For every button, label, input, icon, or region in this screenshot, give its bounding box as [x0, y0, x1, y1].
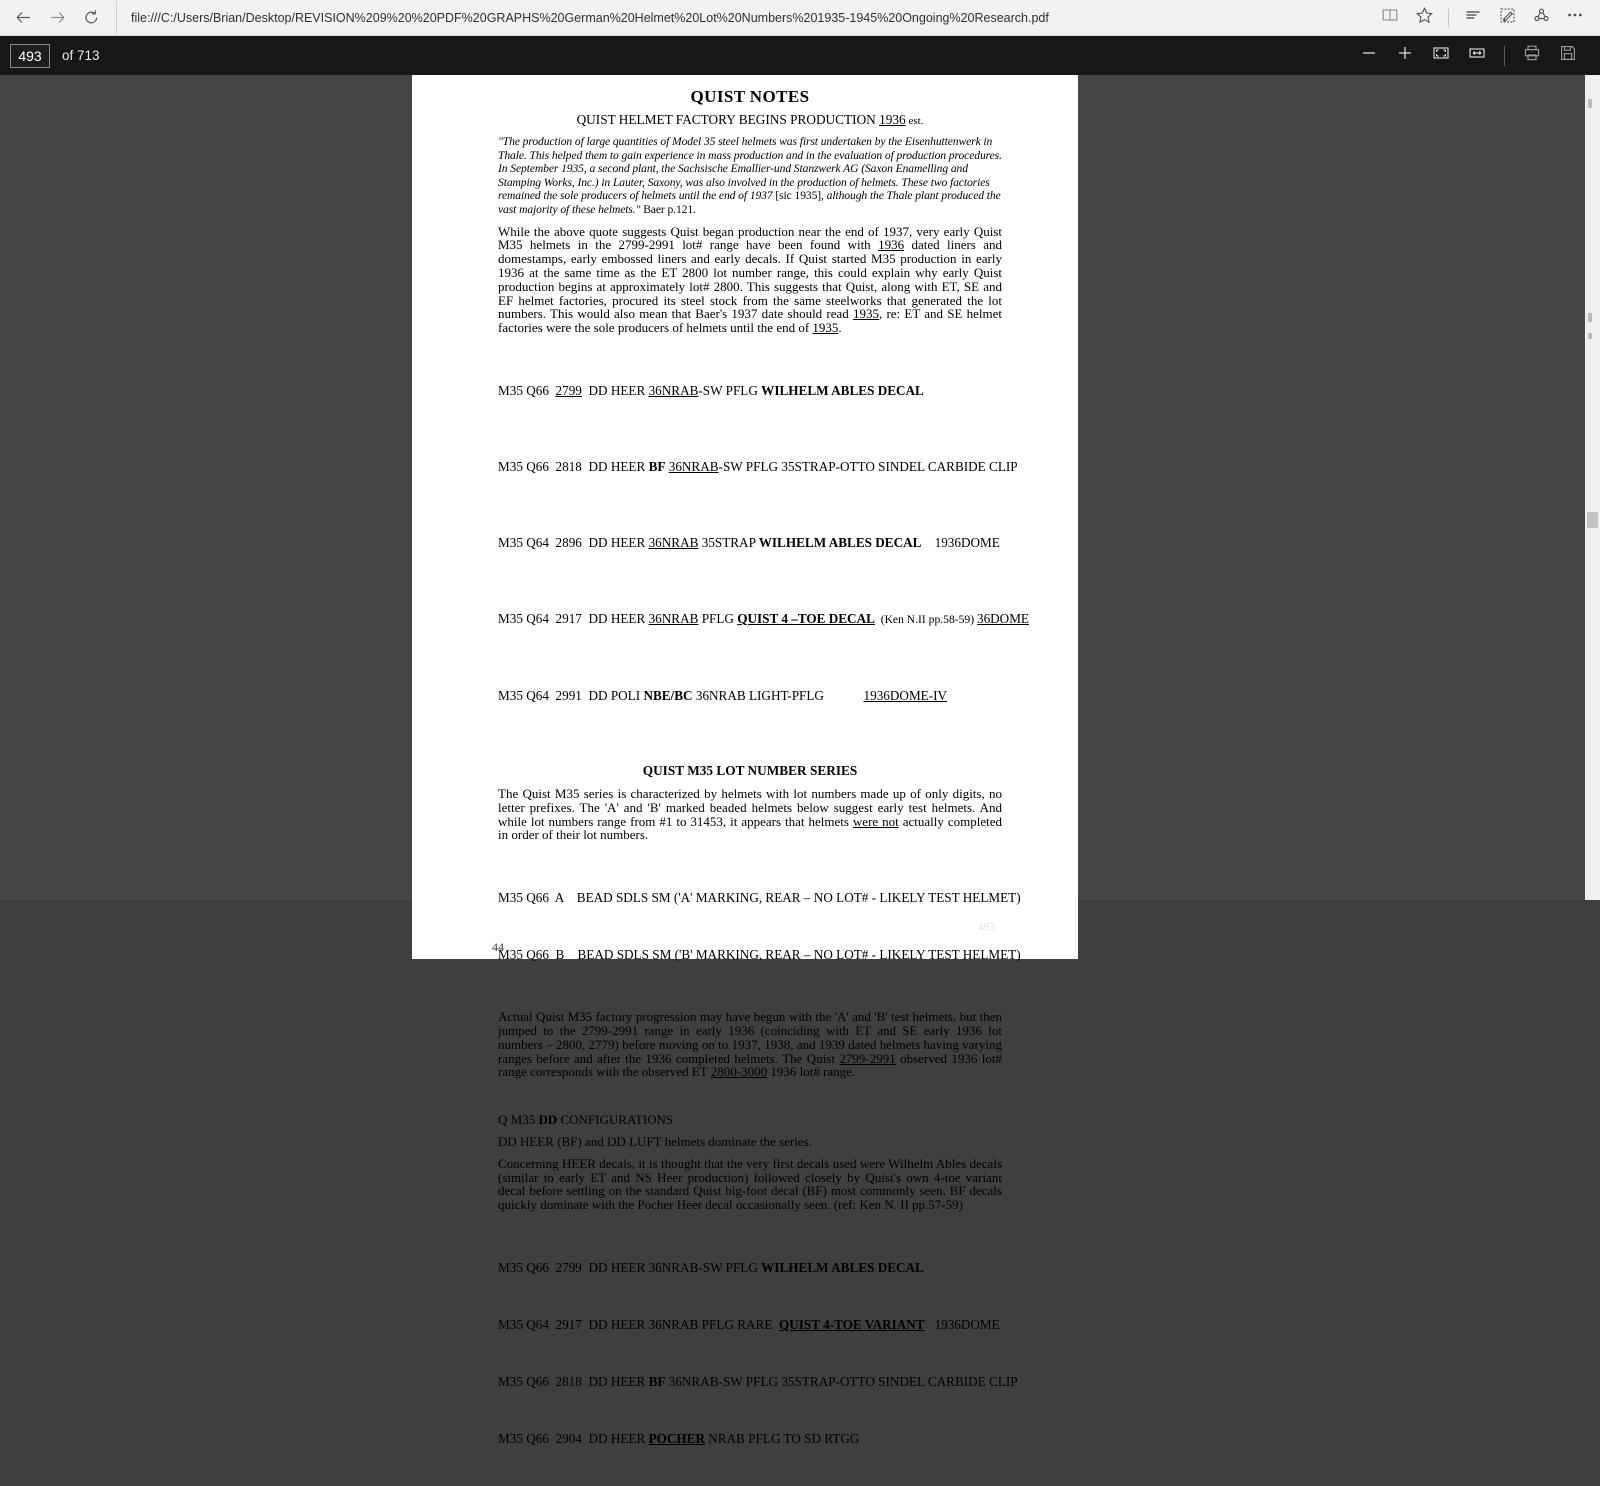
scrollbar-mark: [1588, 99, 1592, 108]
para1-underline-1935a: 1935: [852, 306, 879, 322]
config-bold: DD: [538, 1112, 558, 1128]
para1-underline-1936: 1936: [878, 237, 905, 253]
paragraph-heer-decals: Concerning HEER decals, it is thought that the very first decals used were Wilhelm Ables decals (similar to early ET and NS Heer production) followed closely by Quist's own 4-toe variant decal before settling on the standard Quist big-foot decal (BF) most commonly seen. BF decals quickly dominate with the Pocher Heer decal occasionally seen. (ref: Ken N. II pp.57-59): [498, 1155, 1002, 1213]
row-mid: DD HEER: [581, 534, 649, 550]
row-rest: -SW PFLG 35STRAP-OTTO SINDEL CARBIDE CLIP: [718, 458, 1018, 474]
zoom-in-button[interactable]: [1387, 41, 1423, 71]
listing-row: [498, 686, 1002, 705]
quote-citation: Baer p.121.: [643, 202, 696, 216]
quote-body: "The production of large quantities of Model 35 steel helmets was first undertaken by the Eisenhuttenwerk in Thale. This helped them to gain experience in mass production and in the evaluation of production procedures. In September 1935, a second plant, the Sachsische Emallier-und Stanzwerk AG (Saxon Enamelling and Stamping Works, Inc.) in Lauter, Saxony, was also involved in the production of helmets. These two factories remained the sole producers of helmets until the end of 1937: [498, 135, 1002, 203]
scrollbar-thumb[interactable]: [1587, 512, 1598, 528]
row-tail-underline: 36DOME: [976, 610, 1029, 626]
collections-button[interactable]: [1456, 1, 1490, 35]
quote-sic: [sic 1935],: [775, 189, 827, 203]
row-mid: DD HEER: [581, 610, 649, 626]
save-button[interactable]: [1550, 41, 1586, 71]
pdf-toolbar: [0, 36, 1600, 75]
page-number-input[interactable]: 493: [10, 44, 50, 68]
helmet-listing-group-1: [498, 343, 1029, 743]
back-arrow-icon: [14, 8, 33, 27]
row-rest: PFLG: [698, 610, 738, 626]
listing-row: [498, 457, 1018, 476]
subtitle-year: 1936: [879, 112, 906, 127]
spacer: [498, 1087, 1002, 1113]
more-options-button[interactable]: [1558, 1, 1592, 35]
vertical-scrollbar[interactable]: [1585, 75, 1600, 900]
browser-chrome: [0, 0, 1600, 36]
more-options-icon: [1565, 5, 1585, 30]
subtitle-pre: QUIST HELMET FACTORY BEGINS PRODUCTION: [576, 112, 880, 127]
chrome-divider: [1448, 9, 1449, 27]
paragraph-dd-dominate: DD HEER (BF) and DD LUFT helmets dominate the series.: [498, 1133, 812, 1149]
zoom-out-button[interactable]: [1351, 41, 1387, 71]
row-rest: 35STRAP: [698, 534, 759, 550]
section-heading-lot-number-series: QUIST M35 LOT NUMBER SERIES: [642, 762, 858, 778]
row-bold-underline: QUIST 4-TOE VARIANT: [779, 1316, 925, 1332]
row-bold: WILHELM ABLES DECAL: [758, 534, 922, 550]
refresh-button[interactable]: [74, 1, 108, 35]
config-post: CONFIGURATIONS: [557, 1112, 674, 1128]
row-nrab: 36NRAB: [648, 382, 699, 398]
scrollbar-mark: [1588, 333, 1592, 339]
row-nrab: 36NRAB: [648, 534, 699, 550]
row-lot: 2991: [555, 687, 582, 703]
row-bold-underline: QUIST 4 –TOE DECAL: [737, 610, 875, 626]
row-tail-underline: 1936DOME-IV: [863, 687, 948, 703]
row-lot: 2917: [555, 610, 582, 626]
favorites-button[interactable]: [1407, 1, 1441, 35]
row-prefix: M35 Q64: [498, 534, 556, 550]
listing-row: [498, 1372, 1018, 1391]
web-notes-icon: [1498, 6, 1517, 30]
row-lot: 2896: [555, 534, 582, 550]
address-bar-url: file:///C:/Users/Brian/Desktop/REVISION%209%20%20PDF%20GRAPHS%20German%20Helmet%20Lot%20Numbers%201935-1945%20Ongoing%20Research.pdf: [131, 10, 1049, 25]
row-tail: NRAB PFLG TO SD RTGG: [704, 1430, 860, 1446]
collections-icon: [1463, 5, 1483, 30]
para1-underline-1935b: 1935: [812, 320, 839, 336]
row-plain: M35 Q66 2799 DD HEER 36NRAB-SW PFLG: [498, 1259, 762, 1275]
row-lot: 2818: [555, 458, 582, 474]
paragraph-factory-progression: [498, 1010, 1002, 1079]
page-subtitle: [498, 112, 1002, 128]
forward-arrow-icon: [48, 8, 67, 27]
row-plain: M35 Q64 2917 DD HEER 36NRAB PFLG RARE: [498, 1316, 779, 1332]
helmet-listing-group-3: [498, 1220, 1018, 1486]
paragraph-production-analysis: [498, 225, 1002, 335]
pdf-viewer[interactable]: [0, 75, 1600, 1446]
listing-row: [498, 381, 1002, 400]
row-prefix: M35 Q64: [498, 687, 556, 703]
listing-row: [498, 609, 1029, 629]
address-bar[interactable]: [116, 1, 1373, 35]
page-navigation: [10, 44, 100, 68]
row-prefix: M35 Q66: [498, 458, 556, 474]
listing-row: [498, 1315, 1002, 1334]
pdf-page: [412, 75, 1078, 1446]
forward-button[interactable]: [40, 1, 74, 35]
row-prefix: M35 Q64: [498, 610, 556, 626]
page-folio-number: 44: [492, 940, 504, 954]
config-pre: Q M35: [498, 1112, 539, 1128]
row-plain: M35 Q66 2818 DD HEER: [498, 1373, 649, 1389]
row-nrab: 36NRAB: [648, 610, 699, 626]
para3-part-b: observed 1936 lot# range corresponds with the observed ET: [498, 1050, 1002, 1080]
para3-underline-range1: 2799-2991: [839, 1050, 896, 1066]
scrollbar-mark: [1588, 313, 1592, 322]
para3-underline-range2: 2800-3000: [710, 1064, 768, 1080]
row-nrab: 36NRAB: [668, 458, 719, 474]
row-rest: -SW PFLG: [698, 382, 762, 398]
row-prefix: M35 Q66: [498, 382, 556, 398]
row-note: (Ken N.II pp.58-59): [874, 612, 977, 626]
minus-icon: [1359, 43, 1379, 68]
para2-underline-werenot: were not: [852, 813, 899, 829]
row-bold: WILHELM ABLES DECAL: [761, 1259, 924, 1275]
listing-row: M35 Q66 B BEAD SDLS SM ('B' MARKING, REAR – NO LOT# - LIKELY TEST HELMET): [498, 947, 1021, 963]
paragraph-lot-series: [498, 787, 1002, 842]
pdf-toolbar-divider: [1504, 46, 1505, 66]
row-bf: BF: [648, 458, 666, 474]
save-disk-icon: [1558, 43, 1578, 68]
para1-part-c: , re: ET and SE helmet factories were the sole producers of helmets until the end of: [498, 306, 1002, 336]
fit-width-button[interactable]: [1459, 41, 1495, 71]
reading-view-icon: [1381, 6, 1399, 29]
fit-page-button[interactable]: [1423, 41, 1459, 71]
row-bf: NBE/BC: [643, 687, 693, 703]
pdf-toolbar-actions: [1351, 41, 1600, 71]
row-mid: DD HEER: [581, 458, 649, 474]
print-icon: [1522, 43, 1542, 68]
row-bold-underline: POCHER: [648, 1430, 705, 1446]
heading-dd-configurations: [498, 1113, 1002, 1127]
reading-view-button[interactable]: [1373, 1, 1407, 35]
page-title: QUIST NOTES: [690, 87, 810, 106]
fit-page-icon: [1431, 43, 1451, 68]
row-tail: 1936DOME: [924, 1316, 1000, 1332]
para1-part-d: .: [838, 320, 842, 336]
helmet-listing-group-2: [498, 850, 1021, 1002]
listing-row: [498, 1429, 1002, 1448]
listing-row: [498, 1258, 1002, 1277]
row-bold: WILHELM ABLES DECAL: [761, 382, 924, 398]
plus-icon: [1395, 43, 1415, 68]
para1-part-b: dated liners and domestamps, early embossed liners and early decals. If Quist started M35 production in early 1936 at the same time as the ET 2800 lot number range, this could explain why early Quist production begins at approximately lot# 2800. This suggests that Quist, along with ET, SE and EF helmet factories, procured its steel stock from the same steelworks that generated the lot numbers. This would also mean that Baer's 1937 date should read: [498, 237, 1002, 322]
page-count-label: of 713: [62, 48, 100, 63]
share-icon: [1532, 6, 1551, 30]
row-rest: 36NRAB LIGHT-PFLG: [692, 687, 824, 703]
print-button[interactable]: [1514, 41, 1550, 71]
chrome-actions: [1373, 1, 1600, 35]
listing-row: [498, 533, 1002, 552]
web-notes-button[interactable]: [1490, 1, 1524, 35]
subtitle-post: est.: [905, 115, 924, 127]
refresh-icon: [83, 9, 100, 26]
row-plain: M35 Q66 2904 DD HEER: [498, 1430, 649, 1446]
row-mid: DD POLI: [581, 687, 644, 703]
para2-part-a: The Quist M35 series is characterized by helmets with lot numbers made up of only digits, no letter prefixes. The 'A' and 'B' marked beaded helmets below suggest early test helmets. And while lot numbers range from #1 to 31453, it appears that helmets: [498, 785, 1002, 829]
listing-row: M35 Q66 A BEAD SDLS SM ('A' MARKING, REAR – NO LOT# - LIKELY TEST HELMET): [498, 890, 1021, 906]
row-gap: [824, 688, 864, 703]
para1-part-a: While the above quote suggests Quist began production near the end of 1937, very early Quist M35 helmets in the 2799-2991 lot# range have been found with: [498, 223, 1002, 253]
share-button[interactable]: [1524, 1, 1558, 35]
fit-width-icon: [1467, 43, 1487, 68]
favorites-star-icon: [1415, 6, 1434, 30]
baer-quote: [498, 135, 1002, 217]
row-tail: 36NRAB-SW PFLG 35STRAP-OTTO SINDEL CARBIDE CLIP: [665, 1373, 1018, 1389]
row-mid: DD HEER: [581, 382, 649, 398]
row-lot: 2799: [555, 382, 582, 398]
para3-part-a: Actual Quist M35 factory progression may have begun with the 'A' and 'B' test helmets, but then jumped to the 2799-2991 range in early 1936 (coinciding with ET and SE early 1936 lot numbers – 2800, 2779) before moving on to 1937, 1938, and 1939 dated helmets having varying ranges before and after the 1936 completed helmets. The Quist: [498, 1009, 1002, 1066]
faint-page-number: 493: [978, 921, 995, 933]
para3-part-c: 1936 lot# range.: [767, 1064, 856, 1080]
quote-tail: although the Thale plant produced the vast majority of these helmets.": [498, 189, 1001, 216]
back-button[interactable]: [6, 1, 40, 35]
row-bold: BF: [648, 1373, 666, 1389]
row-tail: 1936DOME: [921, 534, 1000, 550]
page-content: [498, 87, 1029, 1486]
para2-part-b: actually completed in order of their lot numbers.: [498, 813, 1002, 843]
